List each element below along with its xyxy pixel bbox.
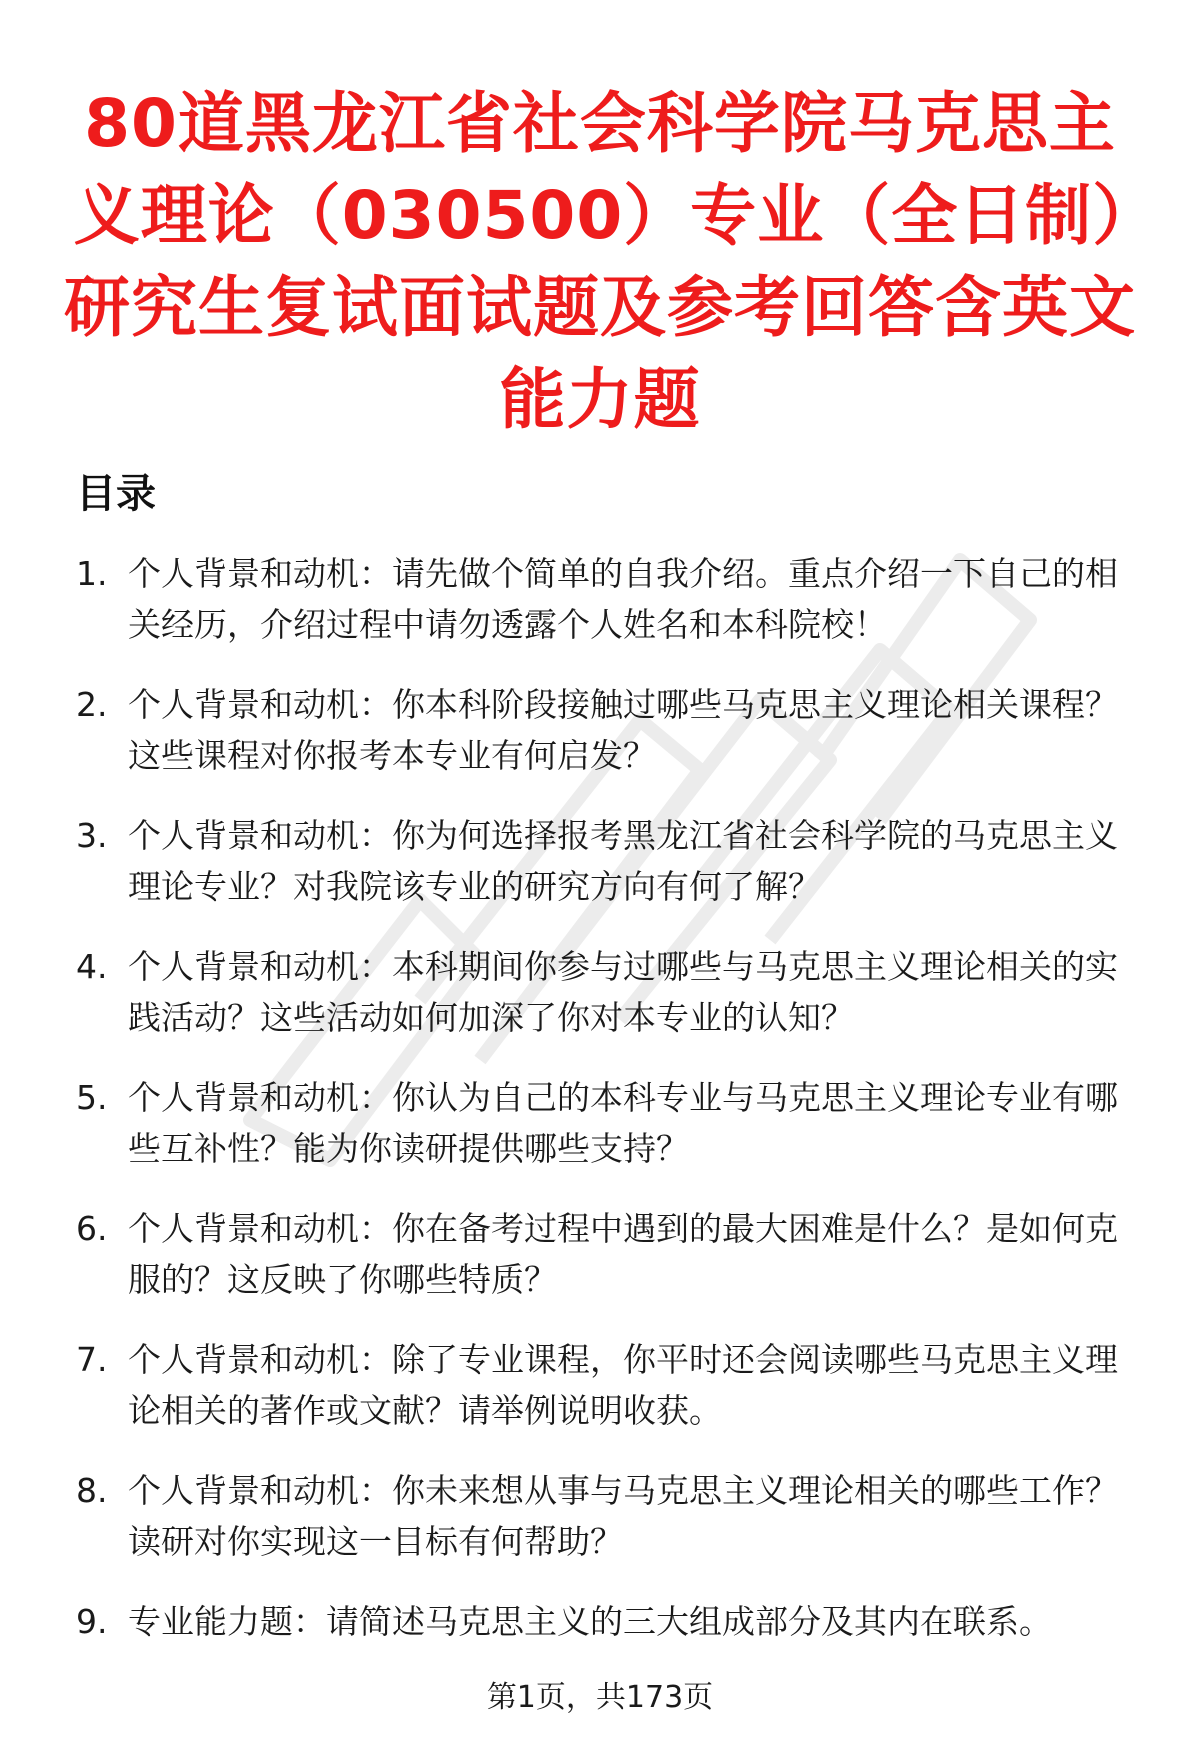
toc-item-number: 3. xyxy=(76,816,108,855)
toc-item-number: 2. xyxy=(76,685,108,724)
toc-item[interactable] xyxy=(76,1072,1136,1174)
toc-item-text: 个人背景和动机：你为何选择报考黑龙江省社会科学院的马克思主义理论专业？对我院该专业的研究方向有何了解？ xyxy=(128,816,1118,906)
toc-item-number: 8. xyxy=(76,1471,108,1510)
toc-list xyxy=(76,548,1136,1676)
toc-item[interactable] xyxy=(76,548,1136,650)
toc-item[interactable] xyxy=(76,679,1136,781)
toc-item-number: 5. xyxy=(76,1078,108,1117)
toc-item-number: 1. xyxy=(76,554,108,593)
toc-item[interactable] xyxy=(76,1465,1136,1567)
toc-item-number: 9. xyxy=(76,1602,108,1641)
toc-item-number: 4. xyxy=(76,947,108,986)
toc-item-text: 个人背景和动机：你未来想从事与马克思主义理论相关的哪些工作？读研对你实现这一目标有何帮助？ xyxy=(128,1471,1118,1561)
toc-item[interactable] xyxy=(76,1334,1136,1436)
page-footer: 第1页，共173页 xyxy=(486,1680,714,1715)
toc-item-number: 7. xyxy=(76,1340,108,1379)
toc-item-text: 个人背景和动机：你在备考过程中遇到的最大困难是什么？是如何克服的？这反映了你哪些特质？ xyxy=(128,1209,1118,1299)
toc-item[interactable] xyxy=(76,1596,1136,1647)
toc-item-text: 个人背景和动机：除了专业课程，你平时还会阅读哪些马克思主义理论相关的著作或文献？请举例说明收获。 xyxy=(128,1340,1118,1430)
toc-item[interactable] xyxy=(76,810,1136,912)
toc-item-number: 6. xyxy=(76,1209,108,1248)
toc-heading: 目录 xyxy=(76,471,156,517)
toc-item[interactable] xyxy=(76,941,1136,1043)
toc-item-text: 专业能力题：请简述马克思主义的三大组成部分及其内在联系。 xyxy=(128,1602,1052,1641)
toc-item-text: 个人背景和动机：你认为自己的本科专业与马克思主义理论专业有哪些互补性？能为你读研提供哪些支持？ xyxy=(128,1078,1118,1168)
toc-item-text: 个人背景和动机：请先做个简单的自我介绍。重点介绍一下自己的相关经历，介绍过程中请勿透露个人姓名和本科院校！ xyxy=(128,554,1118,644)
toc-item-text: 个人背景和动机：本科期间你参与过哪些与马克思主义理论相关的实践活动？这些活动如何加深了你对本专业的认知？ xyxy=(128,947,1118,1037)
toc-item-text: 个人背景和动机：你本科阶段接触过哪些马克思主义理论相关课程？这些课程对你报考本专业有何启发？ xyxy=(128,685,1118,775)
document-title: 80道黑龙江省社会科学院马克思主义理论（030500）专业（全日制）研究生复试面试题及参考回答含英文能力题 xyxy=(64,85,1136,438)
toc-item[interactable] xyxy=(76,1203,1136,1305)
